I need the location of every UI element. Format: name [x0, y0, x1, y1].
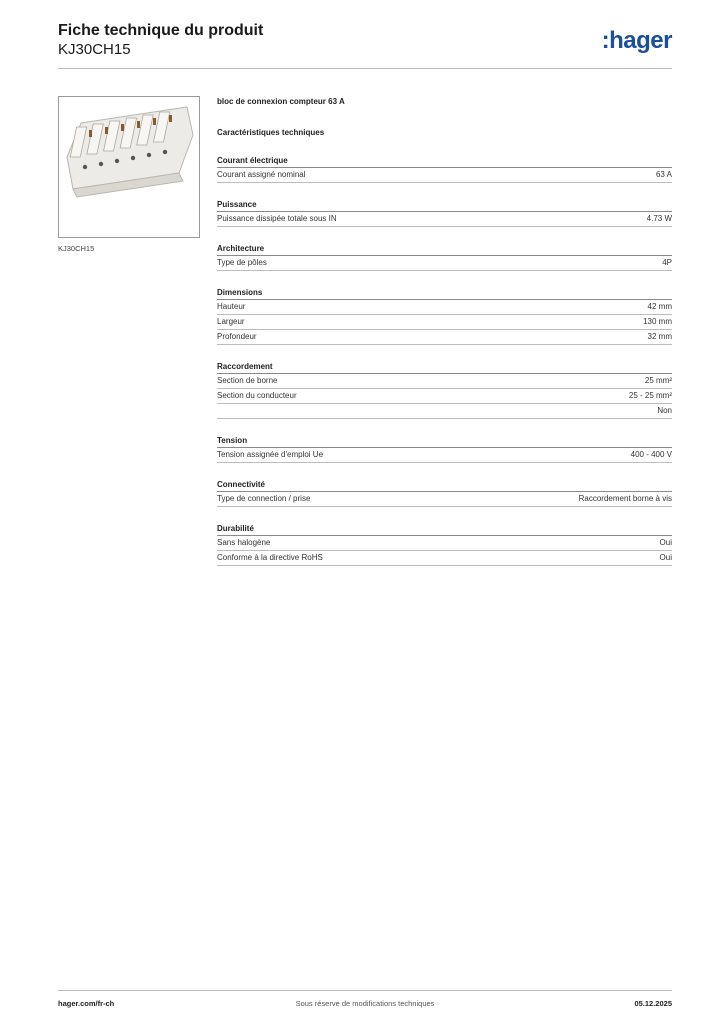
- spec-value: 130 mm: [643, 317, 672, 326]
- footer-website-link[interactable]: hager.com/fr-ch: [58, 999, 115, 1008]
- spec-row: [217, 404, 672, 419]
- document-title: Fiche technique du produit: [58, 22, 264, 39]
- spec-label: Tension assignée d'emploi Ue: [217, 450, 324, 459]
- footer-date: 05.12.2025: [634, 999, 672, 1008]
- spec-row: [217, 256, 672, 271]
- group-title: Puissance: [217, 199, 672, 212]
- spec-value: Oui: [659, 553, 672, 562]
- footer-notice: Sous réserve de modifications techniques: [295, 999, 435, 1008]
- spec-label: Section du conducteur: [217, 391, 297, 400]
- spec-row: [217, 168, 672, 183]
- spec-label: Type de connection / prise: [217, 494, 311, 503]
- spec-row: [217, 374, 672, 389]
- product-reference: KJ30CH15: [58, 41, 131, 58]
- spec-heading: Caractéristiques techniques: [217, 128, 325, 137]
- group-title: Raccordement: [217, 361, 672, 374]
- specifications: [217, 96, 672, 566]
- image-caption: KJ30CH15: [58, 244, 95, 253]
- document-header: [58, 22, 672, 59]
- spec-label: Puissance dissipée totale sous IN: [217, 214, 337, 223]
- spec-label: Type de pôles: [217, 258, 267, 267]
- spec-row: [217, 212, 672, 227]
- spec-label: Conforme à la directive RoHS: [217, 553, 323, 562]
- group-dimensions: [217, 287, 672, 345]
- spec-value: Raccordement borne à vis: [578, 494, 672, 503]
- spec-row: [217, 536, 672, 551]
- spec-row: [217, 389, 672, 404]
- spec-label: Profondeur: [217, 332, 257, 341]
- group-connectivite: [217, 479, 672, 507]
- spec-value: 4P: [662, 258, 672, 267]
- spec-value: 4.73 W: [646, 214, 672, 223]
- spec-label: Hauteur: [217, 302, 246, 311]
- spec-row: [217, 448, 672, 463]
- group-raccordement: [217, 361, 672, 419]
- spec-row: [217, 551, 672, 566]
- group-tension: [217, 435, 672, 463]
- spec-label: Largeur: [217, 317, 245, 326]
- group-architecture: [217, 243, 672, 271]
- spec-value: 63 A: [655, 170, 672, 179]
- spec-row: [217, 315, 672, 330]
- spec-row: [217, 492, 672, 507]
- spec-row: [217, 330, 672, 345]
- header-divider: [58, 68, 672, 69]
- group-title: Dimensions: [217, 287, 672, 300]
- spec-label: Courant assigné nominal: [217, 170, 306, 179]
- spec-value: 400 - 400 V: [630, 450, 672, 459]
- spec-value: 42 mm: [647, 302, 672, 311]
- group-title: Courant électrique: [217, 155, 672, 168]
- hager-logo: :hager: [601, 27, 672, 54]
- document-footer: [58, 998, 672, 1010]
- group-title: Architecture: [217, 243, 672, 256]
- group-durabilite: [217, 523, 672, 566]
- group-title: Connectivité: [217, 479, 672, 492]
- group-courant: [217, 155, 672, 183]
- spec-label: Sans halogène: [217, 538, 271, 547]
- footer-divider: [58, 990, 672, 991]
- product-image: [58, 96, 200, 238]
- spec-row: [217, 300, 672, 315]
- spec-value: Non: [657, 406, 672, 415]
- spec-value: Oui: [659, 538, 672, 547]
- spec-value: 25 mm²: [644, 376, 672, 385]
- group-title: Tension: [217, 435, 672, 448]
- spec-value: 25 - 25 mm²: [628, 391, 672, 400]
- spec-value: 32 mm: [647, 332, 672, 341]
- group-puissance: [217, 199, 672, 227]
- spec-label: Section de borne: [217, 376, 278, 385]
- product-description: bloc de connexion compteur 63 A: [217, 97, 345, 106]
- group-title: Durabilité: [217, 523, 672, 536]
